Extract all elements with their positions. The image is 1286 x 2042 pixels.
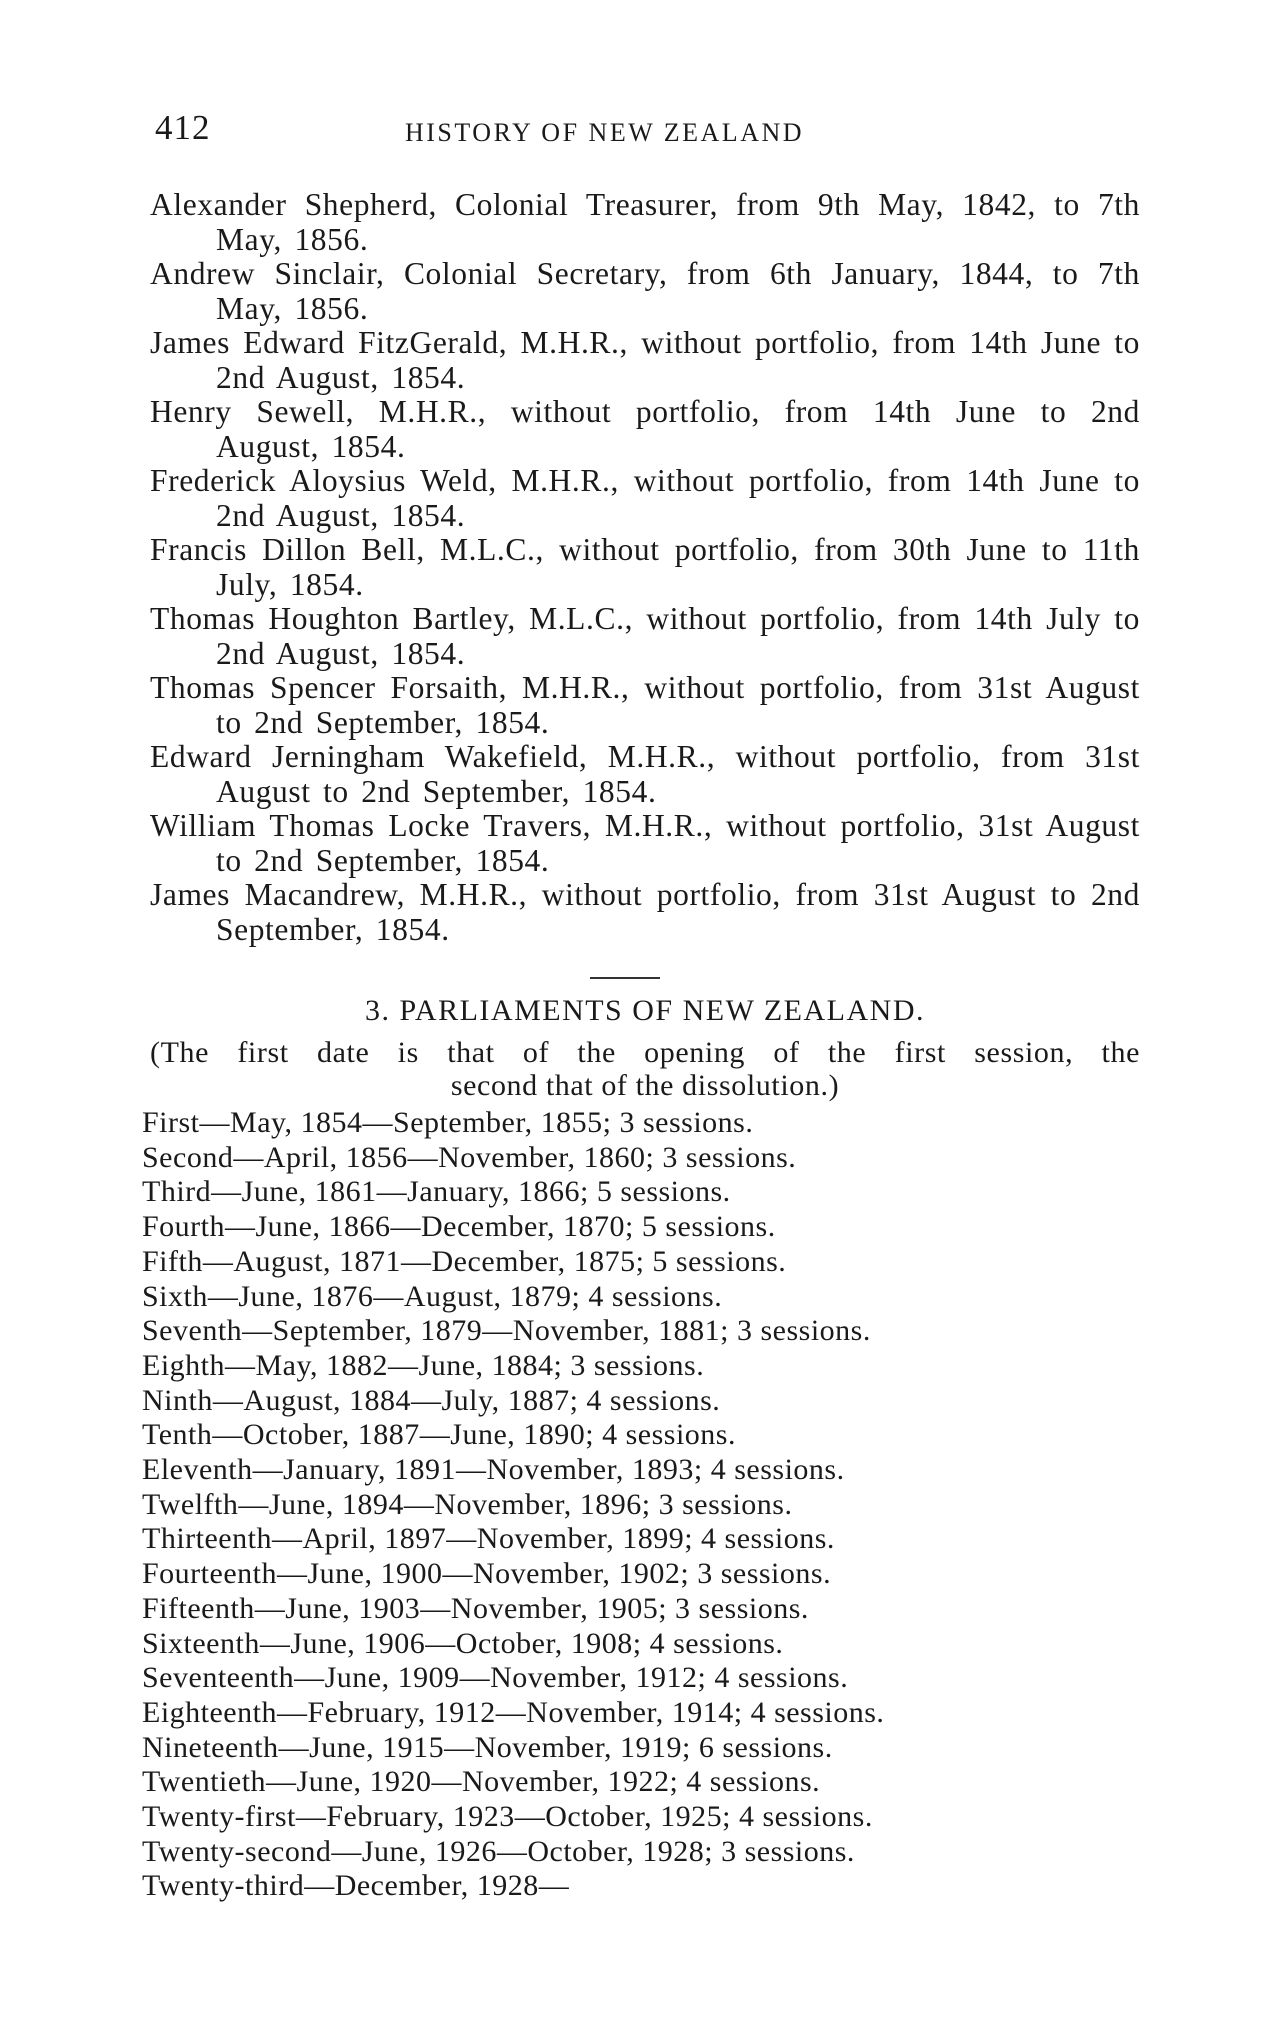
list-item: Nineteenth—June, 1915—November, 1919; 6 sessions. (142, 1730, 833, 1764)
list-item: Francis Dillon Bell, M.L.C., without portfolio, from 30th June to 11th July, 1854. (150, 532, 1140, 602)
running-head: HISTORY OF NEW ZEALAND (405, 118, 805, 147)
list-item: Twenty-first—February, 1923—October, 1925; 4 sessions. (142, 1800, 873, 1834)
list-item: Second—April, 1856—November, 1860; 3 sessions. (142, 1140, 797, 1174)
list-item: Eleventh—January, 1891—November, 1893; 4 sessions. (142, 1453, 845, 1487)
list-item: Twentieth—June, 1920—November, 1922; 4 sessions. (142, 1765, 821, 1799)
list-item: Alexander Shepherd, Colonial Treasurer, from 9th May, 1842, to 7th May, 1856. (150, 187, 1140, 257)
list-item: Thomas Spencer Forsaith, M.H.R., without portfolio, from 31st August to 2nd September, 1854. (150, 670, 1140, 740)
list-item: Twenty-second—June, 1926—October, 1928; 3 sessions. (142, 1834, 855, 1868)
list-item: Fourteenth—June, 1900—November, 1902; 3 sessions. (142, 1557, 832, 1591)
list-item: James Macandrew, M.H.R., without portfolio, from 31st August to 2nd September, 1854. (150, 877, 1140, 947)
list-item: Seventh—September, 1879—November, 1881; 3 sessions. (142, 1314, 871, 1348)
list-item: Seventeenth—June, 1909—November, 1912; 4 sessions. (142, 1661, 849, 1695)
page-number: 412 (155, 108, 211, 147)
page-header (155, 108, 1135, 158)
parliaments-list (142, 1106, 1142, 1904)
list-item: Twenty-third—December, 1928— (142, 1869, 570, 1903)
list-item: James Edward FitzGerald, M.H.R., without portfolio, from 14th June to 2nd August, 1854. (150, 325, 1140, 395)
list-item: Twelfth—June, 1894—November, 1896; 3 sessions. (142, 1487, 793, 1521)
list-item: Fifth—August, 1871—December, 1875; 5 sessions. (142, 1244, 787, 1278)
list-item: Tenth—October, 1887—June, 1890; 4 sessions. (142, 1418, 736, 1452)
list-item: Third—June, 1861—January, 1866; 5 sessions. (142, 1175, 731, 1209)
list-item: Henry Sewell, M.H.R., without portfolio, from 14th June to 2nd August, 1854. (150, 394, 1140, 464)
section-divider (590, 977, 660, 979)
list-item: Sixteenth—June, 1906—October, 1908; 4 sessions. (142, 1626, 784, 1660)
list-item: Edward Jerningham Wakefield, M.H.R., without portfolio, from 31st August to 2nd September, 1854. (150, 739, 1140, 809)
list-item: First—May, 1854—September, 1855; 3 sessions. (142, 1106, 754, 1139)
section-note-line: (The first date is that of the opening of the first session, the (150, 1036, 1140, 1069)
list-item: Fifteenth—June, 1903—November, 1905; 3 sessions. (142, 1591, 809, 1625)
list-item: Eighteenth—February, 1912—November, 1914; 4 sessions. (142, 1695, 885, 1729)
list-item: Ninth—August, 1884—July, 1887; 4 sessions. (142, 1383, 721, 1417)
list-item: Eighth—May, 1882—June, 1884; 3 sessions. (142, 1348, 705, 1382)
list-item: Thomas Houghton Bartley, M.L.C., without portfolio, from 14th July to 2nd August, 1854. (150, 601, 1140, 671)
list-item: Sixth—June, 1876—August, 1879; 4 sessions. (142, 1279, 723, 1313)
list-item: Frederick Aloysius Weld, M.H.R., without portfolio, from 14th June to 2nd August, 1854. (150, 463, 1140, 533)
section-heading: 3. PARLIAMENTS OF NEW ZEALAND. (364, 994, 925, 1027)
section-note (150, 1036, 1140, 1102)
list-item: Thirteenth—April, 1897—November, 1899; 4 sessions. (142, 1522, 835, 1556)
list-item: Fourth—June, 1866—December, 1870; 5 sessions. (142, 1210, 776, 1244)
ministers-list (150, 188, 1140, 947)
section-note-line: second that of the dissolution.) (450, 1069, 840, 1102)
list-item: Andrew Sinclair, Colonial Secretary, from 6th January, 1844, to 7th May, 1856. (150, 256, 1140, 326)
list-item: William Thomas Locke Travers, M.H.R., without portfolio, 31st August to 2nd September, 1854. (150, 808, 1140, 878)
